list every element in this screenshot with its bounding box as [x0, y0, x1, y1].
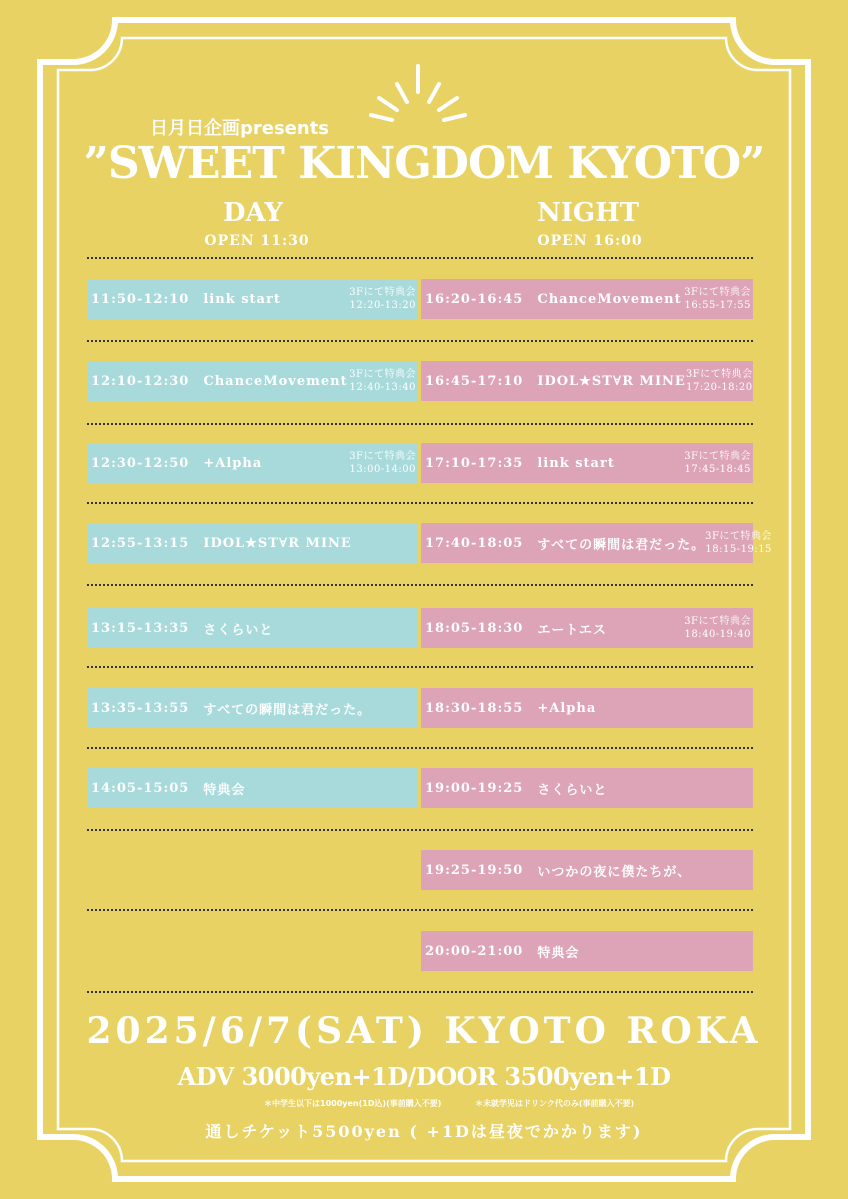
slot-time: 19:00-19:25 — [425, 780, 524, 796]
slot-performer: IDOL★ST∀R MINE — [203, 535, 352, 551]
night-open-time: OPEN 16:00 — [537, 233, 643, 249]
slot-performer: エートエス — [537, 622, 607, 638]
slot-time: 17:10-17:35 — [425, 455, 524, 471]
event-title: ”SWEET KINGDOM KYOTO” — [83, 138, 765, 189]
bonus-label: 3Fにて特典会 — [685, 369, 753, 380]
night-slot — [421, 523, 772, 563]
bonus-time: 12:40-13:40 — [349, 382, 416, 393]
bonus-time: 18:40-19:40 — [684, 629, 751, 640]
through-ticket-info: 通しチケット5500yen ( +1Dは昼夜でかかります) — [205, 1122, 643, 1141]
slot-bonus-info — [684, 450, 753, 476]
note-junior: ＊中学生以下は1000yen(1D込)(事前購入不要) — [264, 1099, 442, 1108]
slot-performer: ChanceMovement — [203, 373, 348, 389]
slot-performer: さくらいと — [537, 782, 608, 798]
bonus-label: 3Fにて特典会 — [705, 531, 772, 542]
dotted-divider — [87, 829, 753, 831]
night-slot — [421, 361, 753, 401]
slot-performer: +Alpha — [203, 455, 263, 471]
event-date-venue: 2025/6/7(SAT) KYOTO ROKA — [86, 1010, 762, 1052]
dotted-divider — [87, 747, 753, 749]
bonus-time: 16:55-17:55 — [684, 300, 751, 311]
day-open-time: OPEN 11:30 — [204, 233, 310, 249]
day-slot — [87, 608, 418, 648]
bonus-time: 12:20-13:20 — [349, 300, 416, 311]
slot-time: 12:30-12:50 — [91, 455, 190, 471]
bonus-label: 3Fにて特典会 — [349, 369, 416, 380]
night-slot — [421, 931, 753, 971]
slot-bonus-info — [349, 450, 418, 476]
slot-time: 18:30-18:55 — [425, 700, 524, 716]
dotted-divider — [87, 502, 753, 504]
bonus-label: 3Fにて特典会 — [349, 287, 416, 298]
presenter-label: 日月日企画presents — [150, 118, 330, 139]
slot-performer: link start — [537, 455, 615, 471]
slot-bonus-info — [349, 286, 418, 312]
slot-time: 16:20-16:45 — [425, 291, 524, 307]
day-slot — [87, 523, 418, 563]
bonus-label: 3Fにて特典会 — [349, 451, 416, 462]
slot-time: 18:05-18:30 — [425, 620, 524, 636]
dotted-divider — [87, 340, 753, 342]
night-slot — [421, 768, 753, 808]
day-heading: DAY — [223, 198, 283, 228]
night-slot — [421, 443, 753, 483]
slot-performer: すべての瞬間は君だった。 — [537, 537, 706, 553]
slot-performer: 特典会 — [203, 782, 246, 798]
bonus-time: 18:15-19:15 — [705, 544, 772, 555]
slot-time: 12:55-13:15 — [91, 535, 190, 551]
slot-time: 12:10-12:30 — [91, 373, 190, 389]
bonus-label: 3Fにて特典会 — [684, 287, 751, 298]
night-slot — [421, 608, 753, 648]
dotted-divider — [87, 584, 753, 586]
slot-time: 13:35-13:55 — [91, 700, 190, 716]
bonus-label: 3Fにて特典会 — [684, 451, 751, 462]
note-preschool: ＊未就学児はドリンク代のみ(事前購入不要) — [475, 1099, 635, 1108]
dotted-divider — [87, 991, 753, 993]
slot-performer: link start — [203, 291, 281, 307]
slot-performer: すべての瞬間は君だった。 — [203, 702, 372, 718]
dotted-divider — [87, 423, 753, 425]
ticket-price: ADV 3000yen+1D/DOOR 3500yen+1D — [177, 1062, 671, 1091]
night-heading: NIGHT — [536, 198, 640, 228]
slot-bonus-info — [705, 530, 774, 556]
slot-bonus-info — [349, 368, 418, 394]
slot-performer: さくらいと — [203, 622, 274, 638]
bonus-time: 17:20-18:20 — [686, 382, 753, 393]
night-slot — [421, 279, 753, 319]
night-slot — [421, 850, 753, 890]
night-slot — [421, 688, 753, 728]
day-slot — [87, 279, 418, 319]
slot-time: 20:00-21:00 — [425, 943, 524, 959]
dotted-divider — [87, 257, 753, 259]
day-slot — [87, 768, 418, 808]
slot-time: 19:25-19:50 — [425, 862, 524, 878]
slot-time: 11:50-12:10 — [91, 291, 190, 307]
slot-performer: 特典会 — [537, 945, 580, 961]
slot-time: 14:05-15:05 — [91, 780, 190, 796]
day-slot — [87, 443, 418, 483]
slot-time: 16:45-17:10 — [425, 373, 524, 389]
slot-time: 13:15-13:35 — [91, 620, 190, 636]
sunburst-icon — [371, 66, 465, 120]
slot-performer: ChanceMovement — [537, 291, 682, 307]
slot-bonus-info — [684, 615, 753, 641]
dotted-divider — [87, 666, 753, 668]
slot-bonus-info — [686, 368, 755, 394]
day-slot — [87, 688, 418, 728]
slot-performer: いつかの夜に僕たちが、 — [537, 864, 692, 880]
bonus-label: 3Fにて特典会 — [684, 616, 751, 627]
slot-time: 17:40-18:05 — [425, 535, 524, 551]
day-slot — [87, 361, 418, 401]
slot-bonus-info — [684, 286, 753, 312]
slot-performer: IDOL★ST∀R MINE — [537, 373, 686, 389]
bonus-time: 17:45-18:45 — [684, 464, 751, 475]
dotted-divider — [87, 909, 753, 911]
bonus-time: 13:00-14:00 — [349, 464, 416, 475]
slot-performer: +Alpha — [537, 700, 597, 716]
